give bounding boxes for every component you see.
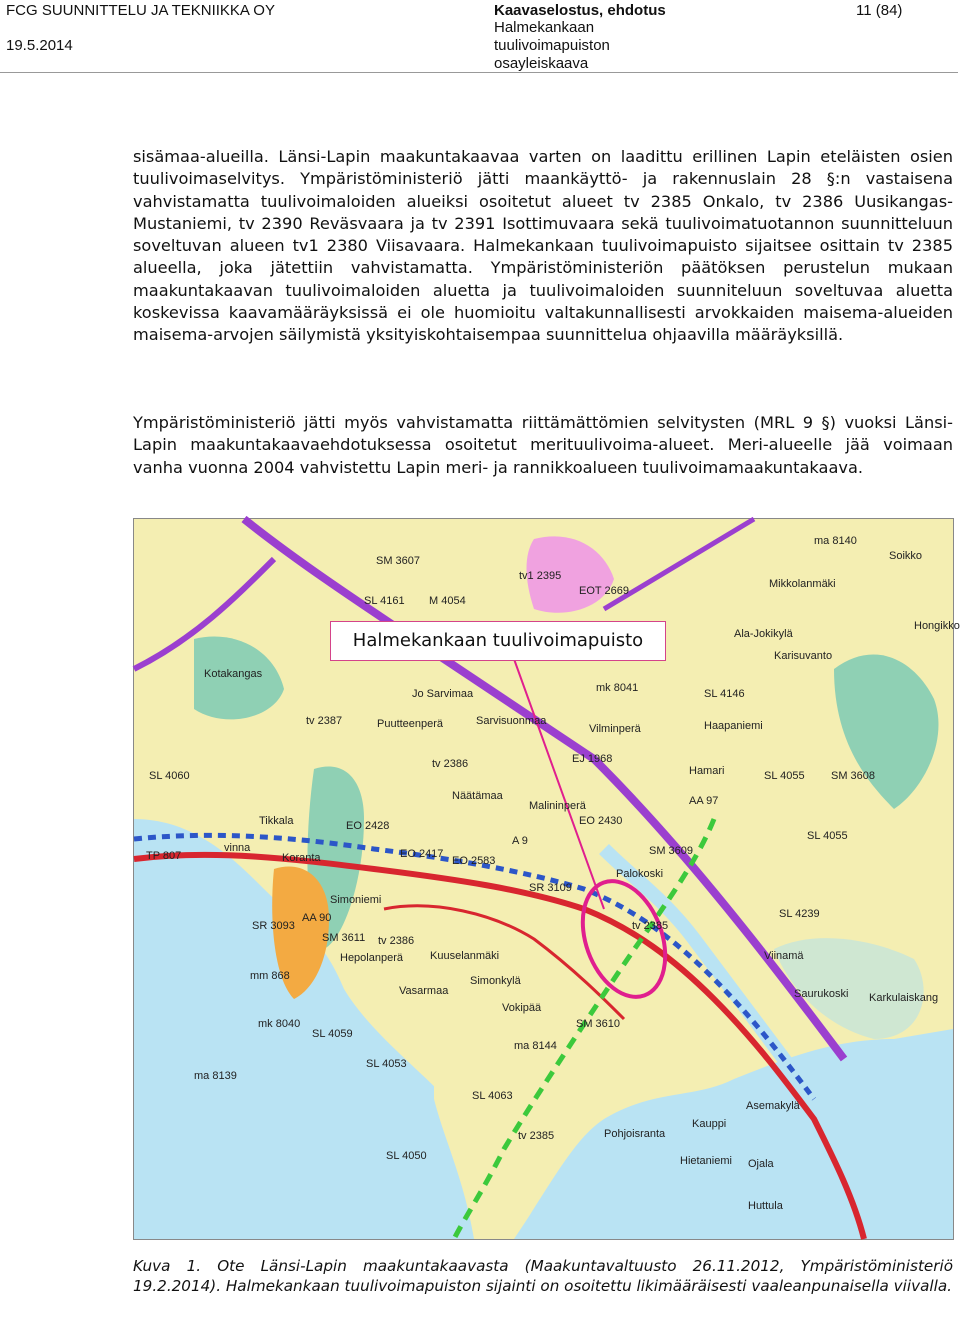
map-label-vilminpera: Vilminperä xyxy=(589,723,641,735)
map-label-sr3109: SR 3109 xyxy=(529,882,572,894)
map-label-soikko: Soikko xyxy=(889,550,923,562)
map-label-sm3610: SM 3610 xyxy=(576,1018,621,1030)
map-label-sm3608: SM 3608 xyxy=(831,770,876,782)
map-label-aa97: AA 97 xyxy=(689,795,719,807)
map-label-pohjoisranta: Pohjoisranta xyxy=(604,1128,666,1140)
map-label-kauppi: Kauppi xyxy=(692,1118,727,1130)
map-label-sl4059: SL 4059 xyxy=(312,1028,353,1040)
map-label-ma8139: ma 8139 xyxy=(194,1070,237,1082)
map-label-ojala: Ojala xyxy=(748,1158,774,1170)
map-label-haapaniemi: Haapaniemi xyxy=(704,720,763,732)
map-label-eo2417: EO 2417 xyxy=(400,848,444,860)
map-label-tv1-2395: tv1 2395 xyxy=(519,570,562,582)
header-title-line3: tuulivoimapuiston xyxy=(494,37,610,54)
map-label-sl4055b: SL 4055 xyxy=(807,830,848,842)
map-label-eot2669: EOT 2669 xyxy=(579,585,629,597)
body-paragraph-1: sisämaa-alueilla. Länsi-Lapin maakuntakaavaa varten on laadittu erillinen Lapin eteläisten osien tuulivoimaselvitys. Ympäristöministeriö jätti maankäyttö- ja rakennuslain 28 §:n vastaisena vahvistamatta tuulivoimaloiden alueiksi osoitetut alueet tv 2385 Onkalo, tv 2386 Uusikangas-Mustaniemi, tv 2390 Reväsvaara ja tv 2391 Isottimuvaara sekä tuulivoimatuotannon suunnitteluun soveltuvan alueen tv1 2380 Viisavaara. Halmekankaan tuulivoimapuisto sijaitsee osittain tv 2385 alueella, joka jätettiin vahvistamatta. Ympäristöministeriön päätöksen perustelun mukaan maakuntakaavan tuulivoimaloiden aluetta ja tuulivoimaloiden suunniteluun soveltuvaa aluetta koskevissa kaavamääräyksissä ei ole huomioitu valtakunnallisesti arvokkaiden maisema-alueiden maisema-arvojen säilymistä yksityiskohtaisempaa suunnittelua ohjaavilla määräyksillä. xyxy=(133,147,953,345)
map-label-hepolanpera: Hepolanperä xyxy=(340,952,403,964)
map-label-vokipaa: Vokipää xyxy=(502,1002,542,1014)
header-company: FCG SUUNNITTELU JA TEKNIIKKA OY xyxy=(6,2,275,19)
map-label-tv2385b: tv 2385 xyxy=(518,1130,555,1142)
map-label-sarvisuonmaa: Sarvisuonmaa xyxy=(476,715,547,727)
header-divider xyxy=(0,72,958,73)
header-title: Kaavaselostus, ehdotus xyxy=(494,2,666,19)
map-label-kotakangas: Kotakangas xyxy=(204,668,263,680)
map-label-palokoski: Palokoski xyxy=(616,868,664,880)
map-label-eo2428: EO 2428 xyxy=(346,820,390,832)
map-label-a9: A 9 xyxy=(512,835,528,847)
map-label-simonkyla: Simonkylä xyxy=(470,975,521,987)
map-label-karkulaiskang: Karkulaiskang xyxy=(869,992,939,1004)
map-label-tv2385: tv 2385 xyxy=(632,920,669,932)
map-label-mikkolanmaki: Mikkolanmäki xyxy=(769,578,836,590)
map-label-vinna: vinna xyxy=(224,842,251,854)
map-label-tv2387: tv 2387 xyxy=(306,715,343,727)
map-label-sl4050: SL 4050 xyxy=(386,1150,427,1162)
map-label-mk8041: mk 8041 xyxy=(596,682,639,694)
page-number: 11 (84) xyxy=(856,2,903,19)
map-label-ma8144: ma 8144 xyxy=(514,1040,557,1052)
map-label-hietaniemi: Hietaniemi xyxy=(680,1155,732,1167)
map-label-tikkala: Tikkala xyxy=(259,815,294,827)
map-label-sm3607: SM 3607 xyxy=(376,555,421,567)
map-label-huttula: Huttula xyxy=(748,1200,783,1212)
map-label-koranta: Koranta xyxy=(282,852,321,864)
body-paragraph-2: Ympäristöministeriö jätti myös vahvistamatta riittämättömien selvitysten (MRL 9 §) vuoksi Länsi-Lapin maakuntakaavaehdotuksessa osoitetut merituulivoima-alueet. Meri-alueelle jää voimaan vanha vuonna 2004 vahvistettu Lapin meri- ja rannikkoalueen tuulivoimamaakuntakaava. xyxy=(133,413,953,477)
map-label-naatamaa: Näätämaa xyxy=(452,790,503,802)
map-label-ej1968: EJ 1968 xyxy=(572,753,613,765)
map-label-m4054: M 4054 xyxy=(429,595,466,607)
map-label-sl4161: SL 4161 xyxy=(364,595,405,607)
figure-caption: Kuva 1. Ote Länsi-Lapin maakuntakaavasta (Maakuntavaltuusto 26.11.2012, Ympäristöministeriö 19.2.2014). Halmekankaan tuulivoimapuiston sijainti on osoitettu likimääräisesti vaaleanpunaisella viivalla. xyxy=(133,1257,953,1295)
map-label-sm3609: SM 3609 xyxy=(649,845,694,857)
map-label-mk8040: mk 8040 xyxy=(258,1018,301,1030)
map-label-jo-sarvimaa: Jo Sarvimaa xyxy=(412,688,474,700)
map-label-ma8140: ma 8140 xyxy=(814,535,857,547)
map-label-puutteenpera: Puutteenperä xyxy=(377,718,444,730)
map-label-tv2386b: tv 2386 xyxy=(378,935,415,947)
map-label-vasarmaa: Vasarmaa xyxy=(399,985,449,997)
header-title-line4: osayleiskaava xyxy=(494,55,589,72)
map-label-sl4060: SL 4060 xyxy=(149,770,190,782)
map-label-saurukoski: Saurukoski xyxy=(794,988,849,1000)
map-label-simonniemi: Simoniemi xyxy=(330,894,382,906)
header-date: 19.5.2014 xyxy=(6,37,73,54)
map-label-sl4053: SL 4053 xyxy=(366,1058,407,1070)
map-callout-label: Halmekankaan tuulivoimapuisto xyxy=(330,621,666,661)
map-label-sl4055: SL 4055 xyxy=(764,770,805,782)
map-label-alajokikyla: Ala-Jokikylä xyxy=(734,628,793,640)
map-label-sl4063: SL 4063 xyxy=(472,1090,513,1102)
map-label-viinama: Viinamä xyxy=(764,950,804,962)
map-label-sl4146: SL 4146 xyxy=(704,688,745,700)
map-label-tv2386: tv 2386 xyxy=(432,758,469,770)
map-label-aa90: AA 90 xyxy=(302,912,332,924)
header-title-line2: Halmekankaan xyxy=(494,19,595,36)
map-label-mm868: mm 868 xyxy=(250,970,290,982)
map-label-eo2583: EO 2583 xyxy=(452,855,496,867)
map-label-eo2430: EO 2430 xyxy=(579,815,623,827)
map-label-hongikko: Hongikko xyxy=(914,620,960,632)
map-label-kuuselanmaki: Kuuselanmäki xyxy=(430,950,500,962)
map-label-tp807: TP 807 xyxy=(146,850,182,862)
map-label-sl4239: SL 4239 xyxy=(779,908,820,920)
map-label-sm3611: SM 3611 xyxy=(322,932,366,944)
map-label-sr3093: SR 3093 xyxy=(252,920,295,932)
map-label-asemakyla: Asemakylä xyxy=(746,1100,800,1112)
map-label-karisuvanto: Karisuvanto xyxy=(774,650,833,662)
map-label-hamari: Hamari xyxy=(689,765,725,777)
map-label-malininpera: Malininperä xyxy=(529,800,586,812)
